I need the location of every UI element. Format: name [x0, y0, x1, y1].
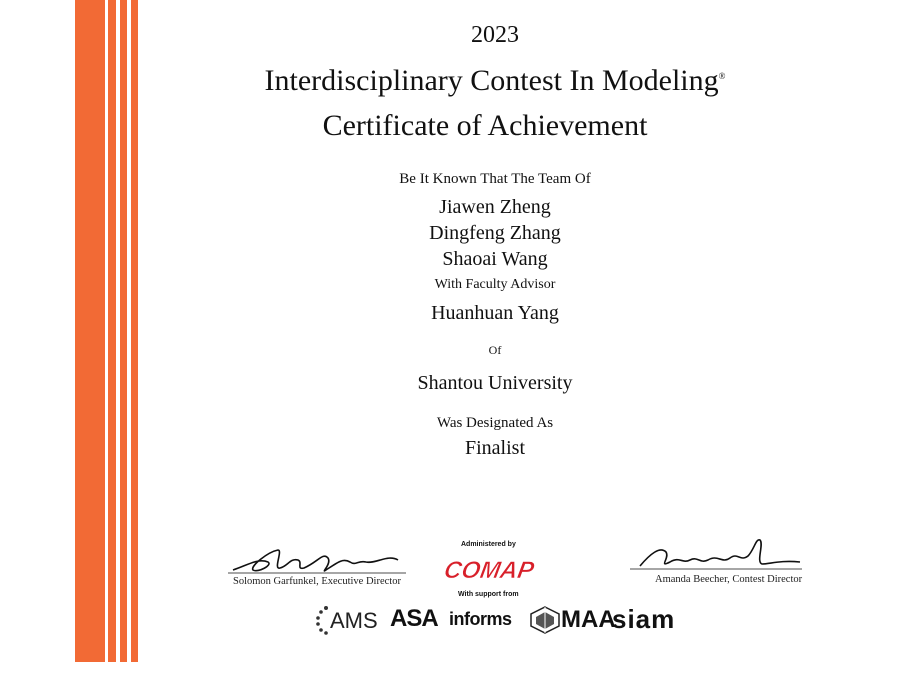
maa-logo: MAA — [561, 606, 616, 633]
orange-stripe-1 — [108, 0, 116, 662]
of-label: Of — [488, 343, 502, 357]
designation-intro: Was Designated As — [436, 415, 554, 431]
comap-logo — [442, 550, 537, 586]
orange-stripe-2 — [120, 0, 127, 662]
registered-mark: ® — [718, 71, 726, 81]
contest-name: Interdisciplinary Contest In Modeling — [264, 64, 719, 97]
university-name: Shantou University — [417, 372, 573, 394]
ams-logo: AMS — [330, 608, 378, 633]
orange-stripe-wide — [75, 0, 105, 662]
orange-stripe-3 — [131, 0, 138, 662]
designation: Finalist — [464, 437, 525, 459]
right-signature-caption: Amanda Beecher, Contest Director — [655, 574, 803, 585]
team-member: Jiawen Zheng — [439, 196, 551, 218]
administered-by-label: Administered by — [461, 541, 516, 548]
right-signature-image — [630, 534, 805, 576]
maa-emblem-icon — [530, 606, 560, 634]
svg-text:COMAP: COMAP — [442, 557, 537, 584]
informs-logo: informs — [449, 609, 512, 629]
advisor-name: Huanhuan Yang — [431, 302, 559, 324]
siam-logo: siam — [612, 604, 676, 634]
left-signature-caption: Solomon Garfunkel, Executive Director — [233, 576, 401, 587]
certificate-title: Certificate of Achievement — [322, 109, 648, 142]
support-from-label: With support from — [458, 591, 519, 598]
team-member: Shaoai Wang — [442, 248, 548, 270]
left-signature-image — [228, 540, 408, 580]
team-member: Dingfeng Zhang — [429, 222, 561, 244]
advisor-intro: With Faculty Advisor — [434, 277, 556, 292]
team-intro: Be It Known That The Team Of — [399, 171, 591, 187]
asa-logo: ASA — [390, 605, 438, 632]
certificate-year: 2023 — [471, 22, 519, 48]
contest-name-line — [250, 64, 740, 98]
